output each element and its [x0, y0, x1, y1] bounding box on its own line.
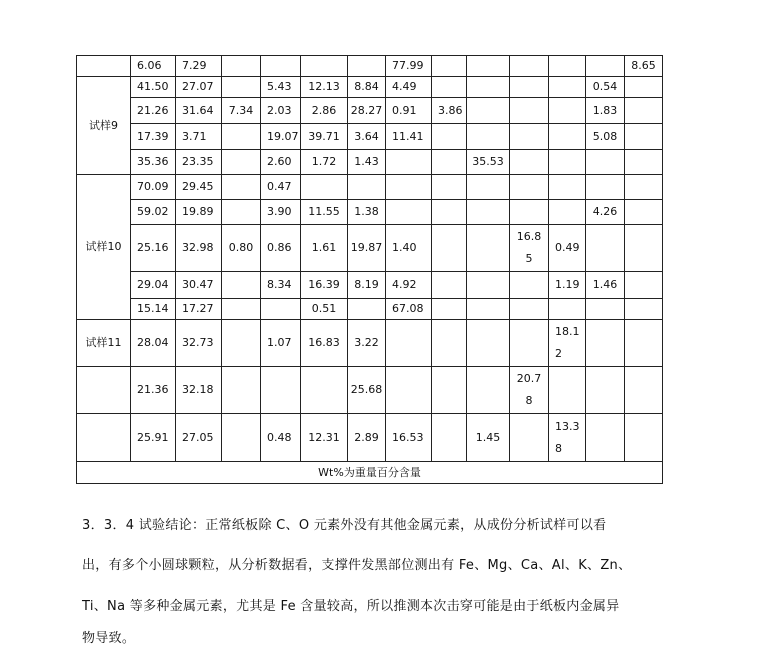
table-cell	[467, 175, 510, 200]
table-cell	[432, 272, 467, 299]
table-cell	[301, 56, 348, 77]
table-cell: 0.49	[549, 225, 586, 272]
table-cell: 4.26	[586, 200, 625, 225]
table-cell	[348, 175, 386, 200]
table-cell: 25.16	[131, 225, 176, 272]
table-cell	[467, 56, 510, 77]
table-cell	[432, 299, 467, 320]
table-cell	[301, 367, 348, 414]
table-cell	[222, 124, 261, 150]
table-cell: 16.8 5	[510, 225, 549, 272]
table-cell: 59.02	[131, 200, 176, 225]
table-cell	[549, 150, 586, 175]
table-row	[77, 77, 663, 98]
table-cell	[467, 200, 510, 225]
table-cell: 18.1 2	[549, 320, 586, 367]
conclusion-line-1: 3．3．4 试验结论：正常纸板除 C、O 元素外没有其他金属元素，从成份分析试样可以看	[82, 518, 607, 533]
table-cell	[510, 175, 549, 200]
table-cell	[510, 124, 549, 150]
table-cell: 29.45	[176, 175, 222, 200]
table-cell: 15.14	[131, 299, 176, 320]
table-cell	[432, 200, 467, 225]
table-cell: 0.91	[386, 98, 432, 124]
table-cell: 32.18	[176, 367, 222, 414]
table-cell: 31.64	[176, 98, 222, 124]
table-cell: 3.86	[432, 98, 467, 124]
table-cell	[467, 299, 510, 320]
table-cell: 39.71	[301, 124, 348, 150]
table-cell: 5.43	[261, 77, 301, 98]
table-cell: 67.08	[386, 299, 432, 320]
table-cell: 1.43	[348, 150, 386, 175]
table-cell	[625, 272, 663, 299]
table-cell: 17.39	[131, 124, 176, 150]
table-cell: 29.04	[131, 272, 176, 299]
table-cell: 1.40	[386, 225, 432, 272]
table-cell: 16.83	[301, 320, 348, 367]
table-cell	[432, 175, 467, 200]
table-cell	[586, 150, 625, 175]
table-cell	[222, 56, 261, 77]
table-cell	[625, 320, 663, 367]
sample-label-cell	[77, 56, 131, 77]
table-cell	[510, 320, 549, 367]
table-cell: 8.65	[625, 56, 663, 77]
table-row	[77, 200, 663, 225]
table-cell	[467, 98, 510, 124]
table-cell	[222, 367, 261, 414]
conclusion-line-2: 出，有多个小圆球颗粒，从分析数据看，支撑件发黑部位测出有 Fe、Mg、Ca、Al、K、Zn、	[82, 558, 632, 573]
table-row	[77, 272, 663, 299]
table-cell	[432, 367, 467, 414]
table-cell: 21.26	[131, 98, 176, 124]
table-cell	[222, 77, 261, 98]
table-cell	[625, 200, 663, 225]
table-cell: 4.92	[386, 272, 432, 299]
table-cell	[549, 124, 586, 150]
table-cell	[510, 200, 549, 225]
table-cell	[432, 414, 467, 462]
table-cell	[549, 77, 586, 98]
table-cell: 35.36	[131, 150, 176, 175]
table-cell	[625, 175, 663, 200]
table-cell: 8.19	[348, 272, 386, 299]
sample-label-cell: 试样11	[77, 320, 131, 367]
sample-label-cell: 试样9	[77, 77, 131, 175]
table-cell	[432, 225, 467, 272]
table-cell	[467, 272, 510, 299]
table-cell	[586, 367, 625, 414]
table-cell	[467, 77, 510, 98]
table-cell: 28.27	[348, 98, 386, 124]
table-cell: 8.34	[261, 272, 301, 299]
table-row	[77, 175, 663, 200]
table-cell	[625, 367, 663, 414]
table-cell: 21.36	[131, 367, 176, 414]
table-row	[77, 124, 663, 150]
table-cell: 7.29	[176, 56, 222, 77]
table-cell	[549, 299, 586, 320]
table-cell	[510, 56, 549, 77]
table-cell: 3.64	[348, 124, 386, 150]
table-cell: 41.50	[131, 77, 176, 98]
table-cell: 2.03	[261, 98, 301, 124]
table-cell	[261, 367, 301, 414]
table-cell	[222, 175, 261, 200]
sample-label-cell: 试样10	[77, 175, 131, 320]
table-cell	[222, 200, 261, 225]
table-cell	[301, 175, 348, 200]
table-cell	[432, 150, 467, 175]
table-cell	[432, 56, 467, 77]
table-cell: 0.86	[261, 225, 301, 272]
table-cell	[348, 299, 386, 320]
table-cell	[467, 225, 510, 272]
table-cell: 12.13	[301, 77, 348, 98]
table-cell: 1.61	[301, 225, 348, 272]
table-cell	[625, 98, 663, 124]
table-cell	[586, 414, 625, 462]
table-cell: 19.07	[261, 124, 301, 150]
table-cell	[222, 299, 261, 320]
table-cell: 30.47	[176, 272, 222, 299]
table-cell: 19.89	[176, 200, 222, 225]
table-cell	[222, 272, 261, 299]
table-caption: Wt%为重量百分含量	[77, 462, 663, 484]
table-cell: 1.83	[586, 98, 625, 124]
table-cell: 27.07	[176, 77, 222, 98]
table-cell: 2.89	[348, 414, 386, 462]
table-cell	[222, 414, 261, 462]
table-cell: 12.31	[301, 414, 348, 462]
table-cell	[625, 414, 663, 462]
table-cell	[549, 98, 586, 124]
table-cell: 8.84	[348, 77, 386, 98]
table-cell	[222, 150, 261, 175]
table-cell: 17.27	[176, 299, 222, 320]
table-cell	[586, 320, 625, 367]
table-cell: 27.05	[176, 414, 222, 462]
table-cell	[510, 77, 549, 98]
table-cell	[386, 200, 432, 225]
table-cell	[510, 150, 549, 175]
table-cell: 0.80	[222, 225, 261, 272]
table-cell: 32.98	[176, 225, 222, 272]
table-cell	[625, 124, 663, 150]
table-cell: 1.72	[301, 150, 348, 175]
table-cell	[510, 299, 549, 320]
table-cell	[386, 367, 432, 414]
conclusion-line-4: 物导致。	[82, 631, 136, 646]
table-cell	[586, 56, 625, 77]
table-row	[77, 98, 663, 124]
table-row	[77, 150, 663, 175]
table-cell: 4.49	[386, 77, 432, 98]
table-row	[77, 225, 663, 272]
table-cell: 7.34	[222, 98, 261, 124]
table-cell: 2.60	[261, 150, 301, 175]
table-cell: 13.3 8	[549, 414, 586, 462]
table-cell: 1.19	[549, 272, 586, 299]
table-cell: 1.38	[348, 200, 386, 225]
table-cell: 1.45	[467, 414, 510, 462]
table-cell: 25.68	[348, 367, 386, 414]
table-cell	[386, 320, 432, 367]
table-cell	[386, 175, 432, 200]
table-cell: 23.35	[176, 150, 222, 175]
table-cell	[432, 77, 467, 98]
table-cell	[510, 272, 549, 299]
table-cell	[386, 150, 432, 175]
table-cell: 6.06	[131, 56, 176, 77]
table-cell: 3.71	[176, 124, 222, 150]
table-cell: 19.87	[348, 225, 386, 272]
table-cell: 11.41	[386, 124, 432, 150]
table-cell	[432, 320, 467, 367]
table-cell: 0.51	[301, 299, 348, 320]
table-cell	[261, 56, 301, 77]
table-cell	[625, 77, 663, 98]
table-cell	[510, 414, 549, 462]
table-cell: 3.90	[261, 200, 301, 225]
table-cell	[549, 56, 586, 77]
table-row	[77, 299, 663, 320]
table-row	[77, 56, 663, 77]
table-cell	[261, 299, 301, 320]
table-cell: 2.86	[301, 98, 348, 124]
element-composition-table	[76, 55, 663, 484]
table-cell: 0.54	[586, 77, 625, 98]
table-cell	[549, 367, 586, 414]
table-cell	[586, 175, 625, 200]
table-cell	[586, 225, 625, 272]
table-cell	[625, 299, 663, 320]
conclusion-line-3: Ti、Na 等多种金属元素，尤其是 Fe 含量较高，所以推测本次击穿可能是由于纸板内金属异	[82, 599, 620, 614]
sample-label-cell	[77, 414, 131, 462]
table-cell	[510, 98, 549, 124]
table-cell: 35.53	[467, 150, 510, 175]
table-cell	[625, 150, 663, 175]
sample-label-cell	[77, 367, 131, 414]
table-cell: 3.22	[348, 320, 386, 367]
table-cell: 16.53	[386, 414, 432, 462]
table-cell	[625, 225, 663, 272]
table-cell	[549, 175, 586, 200]
table-cell: 77.99	[386, 56, 432, 77]
table-cell: 20.7 8	[510, 367, 549, 414]
table-cell: 5.08	[586, 124, 625, 150]
table-cell	[222, 320, 261, 367]
table-cell: 1.07	[261, 320, 301, 367]
table-row	[77, 414, 663, 462]
table-row	[77, 320, 663, 367]
table-cell: 70.09	[131, 175, 176, 200]
table-row	[77, 367, 663, 414]
table-cell: 16.39	[301, 272, 348, 299]
table-cell	[432, 124, 467, 150]
table-cell	[467, 124, 510, 150]
table-cell: 1.46	[586, 272, 625, 299]
table-cell: 11.55	[301, 200, 348, 225]
table-cell: 0.48	[261, 414, 301, 462]
table-cell: 28.04	[131, 320, 176, 367]
table-cell: 25.91	[131, 414, 176, 462]
table-cell	[549, 200, 586, 225]
table-cell	[467, 320, 510, 367]
table-cell	[467, 367, 510, 414]
table-cell	[586, 299, 625, 320]
table-cell	[348, 56, 386, 77]
table-cell: 32.73	[176, 320, 222, 367]
table-cell: 0.47	[261, 175, 301, 200]
